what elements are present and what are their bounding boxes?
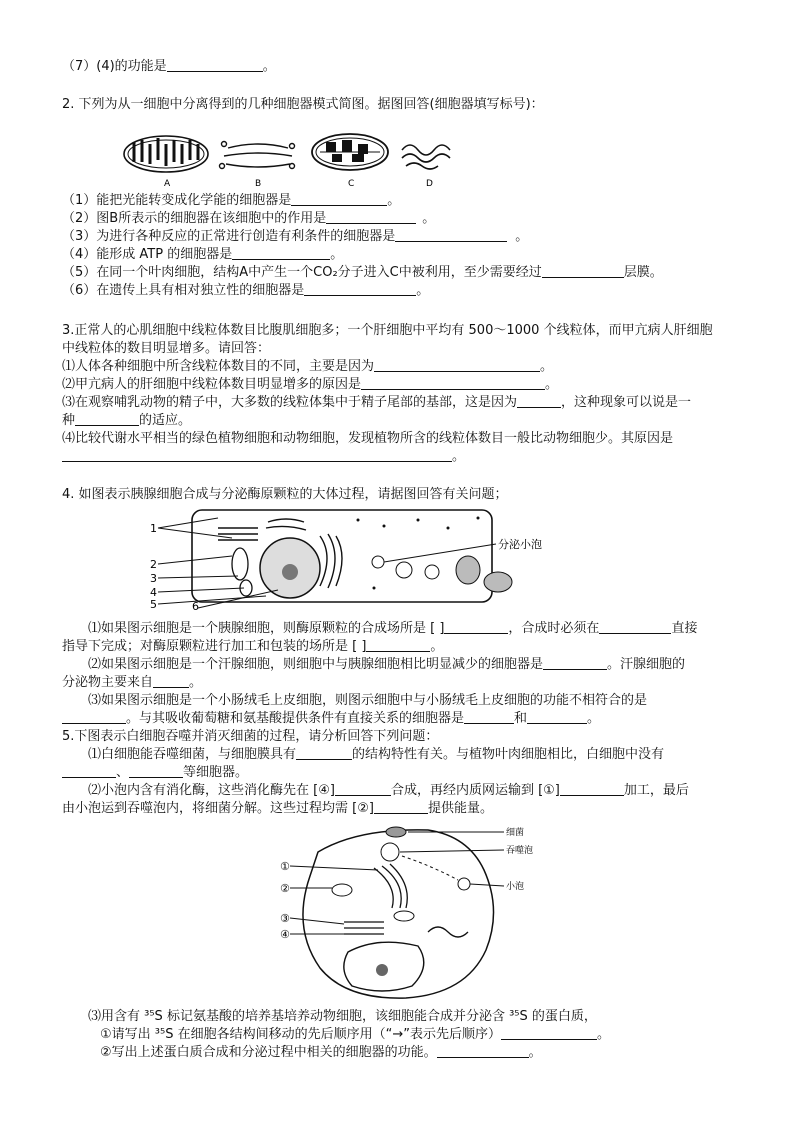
answer-blank[interactable] [366, 638, 430, 652]
s3-q3-mid: ，这种现象可以说是一 [561, 395, 692, 410]
q2-5-end: 层膜。 [623, 265, 663, 280]
s5-q3-1 [100, 1026, 610, 1044]
answer-blank[interactable] [304, 282, 416, 296]
s4-q2-d: 。 [189, 675, 203, 690]
s5-q3-1-end: 。 [596, 1027, 610, 1042]
s3-q2 [62, 376, 558, 394]
q2-1-text: （1）能把光能转变成化学能的细胞器是 [62, 193, 292, 208]
q2-6-end: 。 [416, 283, 430, 298]
answer-blank[interactable] [326, 210, 416, 224]
q2-2-text: （2）图B所表示的细胞器在该细胞中的作用是 [62, 211, 327, 226]
fig5-label-bacteria: 细菌 [506, 828, 525, 838]
s3-q1-text: ⑴人体各种细胞中所含线粒体数目的不同，主要是因为 [62, 359, 375, 374]
answer-blank[interactable] [464, 710, 514, 724]
fig5-label-vesicle: 小泡 [506, 882, 525, 892]
q2-4-text: （4）能形成 ATP 的细胞器是 [62, 247, 233, 262]
s5-q1-b: 的结构特性有关。与植物叶肉细胞相比，白细胞中没有 [352, 747, 665, 762]
s5-q3-2 [100, 1044, 542, 1062]
fig-label-a: A [164, 179, 171, 189]
q2-2 [62, 210, 435, 228]
s5-q3: ⑶用含有 ³⁵S 标记氨基酸的培养基培养动物细胞，该细胞能合成并分泌含 ³⁵S 的蛋白质， [88, 1009, 597, 1024]
organelle-figure [120, 130, 460, 190]
fig5-num-4: ④ [280, 928, 290, 941]
answer-blank[interactable] [167, 58, 263, 72]
s5-q1-text: ⑴白细胞能吞噬细菌，与细胞膜具有 [88, 747, 297, 762]
s4-q3: ⑶如果图示细胞是一个小肠绒毛上皮细胞，则图示细胞中与小肠绒毛上皮细胞的功能不相符合的是 [88, 693, 648, 708]
s5-q3-1-text: ①请写出 ³⁵S 在细胞各结构间移动的先后顺序用（“→”表示先后顺序） [100, 1027, 501, 1042]
s4-q2-mid: 。汗腺细胞的 [607, 657, 686, 672]
white-blood-cell-figure [278, 822, 534, 1006]
s4-q1-text: ⑴如果图示细胞是一个胰腺细胞，则酶原颗粒的合成场所是 [ ] [88, 621, 445, 636]
s4-q3-b: 。与其吸收葡萄糖和氨基酸提供条件有直接关系的细胞器是 [126, 711, 465, 726]
answer-blank[interactable] [560, 782, 624, 796]
answer-blank[interactable] [444, 620, 508, 634]
s5-q2-cont [62, 800, 493, 818]
fig-label-b: B [255, 179, 262, 189]
answer-blank[interactable] [517, 394, 561, 408]
s3-q1-end: 。 [540, 359, 554, 374]
answer-blank[interactable] [153, 674, 189, 688]
answer-blank[interactable] [374, 800, 428, 814]
s4-q3-cont [62, 710, 600, 728]
answer-blank[interactable] [62, 764, 116, 778]
answer-blank[interactable] [395, 228, 507, 242]
answer-blank[interactable] [296, 746, 352, 760]
s5-q2 [88, 782, 689, 800]
answer-blank[interactable] [62, 448, 452, 462]
chloroplast-c [312, 134, 388, 170]
s5-q2-text: ⑵小泡内含有消化酶，这些消化酶先在 [④] [88, 783, 335, 798]
q7-end: 。 [262, 59, 276, 74]
answer-blank[interactable] [599, 620, 671, 634]
section5-title: 5.下图表示白细胞吞噬并消灭细菌的过程，请分析回答下列问题： [62, 729, 439, 744]
s4-q2-c: 分泌物主要来自 [62, 675, 154, 690]
answer-blank[interactable] [232, 246, 330, 260]
fig5-label-phagosome: 吞噬泡 [506, 846, 534, 856]
q2-4-end: 。 [330, 247, 344, 262]
fig-label-c: C [348, 179, 355, 189]
s4-q1-c: 直接 [671, 621, 698, 636]
s3-q4-cont [62, 448, 465, 466]
fig4-num-6: 6 [192, 600, 199, 613]
s4-q3-d: 。 [587, 711, 601, 726]
q7-text: （7）(4)的功能是 [62, 59, 167, 74]
s3-q2-text: ⑵甲亢病人的肝细胞中线粒体数目明显增多的原因是 [62, 377, 362, 392]
q2-4 [62, 246, 343, 264]
fig4-num-1: 1 [150, 522, 157, 535]
golgi-b [220, 142, 295, 169]
s5-q1 [88, 746, 664, 764]
s4-q1-e: 。 [430, 639, 444, 654]
s3-intro-1: 3.正常人的心肌细胞中线粒体数目比腹肌细胞多；一个肝细胞中平均有 500～1000 个线粒体，而甲亢病人肝细胞 [62, 323, 713, 338]
q2-3 [62, 228, 528, 246]
s3-intro-2: 中线粒体的数目明显增多。请回答： [62, 341, 271, 356]
fig-label-d: D [426, 179, 433, 189]
fig5-num-1: ① [280, 860, 290, 873]
answer-blank[interactable] [335, 782, 391, 796]
answer-blank[interactable] [542, 264, 624, 278]
s4-q2 [88, 656, 685, 674]
q2-3-end: 。 [515, 229, 529, 244]
s3-q3 [62, 394, 691, 412]
s4-q1-d: 指导下完成；对酶原颗粒进行加工和包装的场所是 [ ] [62, 639, 367, 654]
section4-title: 4. 如图表示胰腺细胞合成与分泌酶原颗粒的大体过程，请据图回答有关问题； [62, 487, 508, 502]
q7-line [62, 58, 276, 76]
fig4-num-5: 5 [150, 598, 157, 611]
fig4-num-2: 2 [150, 558, 157, 571]
s4-q1-mid: ，合成时必须在 [508, 621, 600, 636]
answer-blank[interactable] [361, 376, 545, 390]
s4-q1 [88, 620, 697, 638]
s3-q3-text: ⑶在观察哺乳动物的精子中，大多数的线粒体集中于精子尾部的基部，这是因为 [62, 395, 518, 410]
s5-q2-b: 合成，再经内质网运输到 [①] [390, 783, 560, 798]
er-d [402, 145, 450, 169]
s4-q2-text: ⑵如果图示细胞是一个汗腺细胞，则细胞中与胰腺细胞相比明显减少的细胞器是 [88, 657, 544, 672]
s3-q2-end: 。 [545, 377, 559, 392]
s3-q3-c: 种 [62, 413, 76, 428]
q2-5 [62, 264, 663, 282]
fig4-label-vesicle: 分泌小泡 [498, 538, 542, 551]
fig4-num-3: 3 [150, 572, 157, 585]
answer-blank[interactable] [374, 358, 540, 372]
s4-q2-cont [62, 674, 202, 692]
s5-q3-2-end: 。 [528, 1045, 542, 1060]
s5-q1-c: 、 [116, 765, 130, 780]
s5-q1-cont [62, 764, 248, 782]
answer-blank[interactable] [291, 192, 387, 206]
answer-blank[interactable] [129, 764, 183, 778]
s5-q2-e: 提供能量。 [427, 801, 493, 816]
q2-2-end: 。 [422, 211, 436, 226]
answer-blank[interactable] [501, 1026, 597, 1040]
answer-blank[interactable] [437, 1044, 529, 1058]
s5-q2-c: 加工，最后 [623, 783, 689, 798]
fig5-num-3: ③ [280, 912, 290, 925]
fig5-num-2: ② [280, 882, 290, 895]
mitochondrion-a [124, 136, 208, 172]
q2-3-text: （3）为进行各种反应的正常进行创造有利条件的细胞器是 [62, 229, 396, 244]
q2-6-text: （6）在遗传上具有相对独立性的细胞器是 [62, 283, 305, 298]
s5-q3-2-text: ②写出上述蛋白质合成和分泌过程中相关的细胞器的功能。 [100, 1045, 437, 1060]
s5-q2-d: 由小泡运到吞噬泡内，将细菌分解。这些过程均需 [②] [62, 801, 374, 816]
pancreas-cell-figure [148, 506, 548, 613]
q2-6 [62, 282, 429, 300]
s3-q3-cont [62, 412, 191, 430]
s3-q1 [62, 358, 553, 376]
s3-q4: ⑷比较代谢水平相当的绿色植物细胞和动物细胞，发现植物所含的线粒体数目一般比动物细胞少。其原因是 [62, 431, 674, 446]
q2-5-text: （5）在同一个叶肉细胞，结构A中产生一个CO₂分子进入C中被利用，至少需要经过 [62, 265, 542, 280]
answer-blank[interactable] [527, 710, 587, 724]
s4-q1-cont [62, 638, 443, 656]
s3-q3-end: 的适应。 [139, 413, 192, 428]
s3-q4-end: 。 [452, 449, 466, 464]
s4-q3-c: 和 [514, 711, 528, 726]
fig4-num-4: 4 [150, 586, 157, 599]
answer-blank[interactable] [75, 412, 139, 426]
section2-title: 2. 下列为从一细胞中分离得到的几种细胞器模式简图。据图回答(细胞器填写标号)： [62, 97, 544, 112]
q2-1-end: 。 [387, 193, 401, 208]
q2-1 [62, 192, 400, 210]
s5-q1-d: 等细胞器。 [183, 765, 249, 780]
answer-blank[interactable] [543, 656, 607, 670]
answer-blank[interactable] [62, 710, 126, 724]
